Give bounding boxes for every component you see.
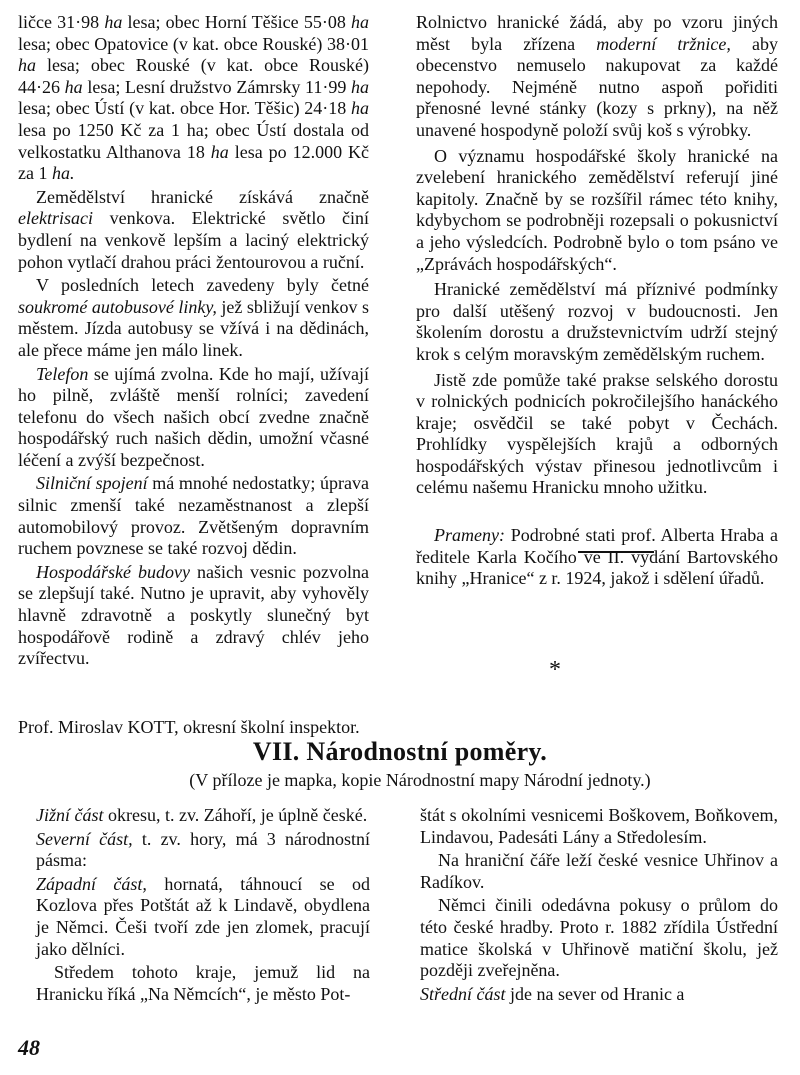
text-paragraph — [416, 279, 778, 365]
text-paragraph — [420, 850, 778, 893]
text-paragraph — [18, 473, 369, 559]
author-line: Prof. Miroslav KOTT, okresní školní inspektor. — [18, 717, 360, 737]
text-run: t. zv. hory, má 3 národnostní pásma: — [36, 828, 370, 871]
page-number: 48 — [18, 1035, 40, 1060]
text-run: lesa; obec Horní Těšice 55·08 — [122, 12, 351, 32]
italic-text: ha — [351, 76, 369, 97]
italic-text: ha — [210, 141, 229, 162]
text-paragraph — [36, 874, 370, 960]
text-run: má mnohé nedostatky; úprava silnic zmenší také nezaměstnanost a zlepší automobilový provoz. Zvětšeným dopravním ruchem povznese se také rozvoj dědin. — [18, 473, 369, 559]
italic-text: ha — [18, 55, 36, 76]
text-paragraph — [18, 562, 369, 670]
chapter-title: VII. Národnostní poměry. — [252, 737, 548, 766]
italic-text: soukromé autobusové linky, — [18, 296, 217, 317]
italic-text: ha — [351, 12, 369, 32]
italic-text: ha — [104, 12, 123, 32]
bottom-right-column — [420, 805, 778, 1005]
text-run: Podrobné stati prof. Alberta Hraba a ředitele Karla Kočího ve II. vydání Bartovského knihy „Hranice“ z r. 1924, jakož i sdělení úřadů. — [416, 525, 778, 589]
italic-text: Severní část, — [36, 828, 133, 849]
text-paragraph — [36, 829, 370, 872]
text-paragraph — [18, 187, 369, 273]
bottom-left-column — [36, 805, 370, 1005]
text-paragraph — [416, 146, 778, 276]
text-paragraph — [18, 364, 369, 472]
text-run: se ujímá zvolna. Kde ho mají, užívají ho pilně, zvláště menší rolníci; zavedení telefonu do všech našich obcí zvedne značně hospodářský ruch našich dědin, umožní včasné léčení a zvýší bezpečnost. — [18, 363, 369, 470]
text-paragraph — [420, 984, 778, 1006]
text-run: Středem tohoto kraje, jemuž lid na Hranicku říká „Na Němcích“, je město Pot- — [36, 962, 370, 1004]
asterism: * — [549, 657, 561, 683]
italic-text: ha — [64, 76, 83, 97]
text-run: lesa; obec Rouské (v kat. obce Rouské) 44·26 — [18, 55, 369, 97]
text-run: venkova. Elektrické světlo činí bydlení na venkově lepším a laciný elektrický pohon vytlačí drahou práci žentourovou a ruční. — [18, 208, 369, 272]
italic-text: Prameny: — [434, 525, 505, 546]
text-run: ličce 31·98 — [18, 12, 105, 32]
text-paragraph — [36, 805, 370, 827]
italic-text: Jižní část — [36, 805, 104, 825]
text-run: Rolnictvo hranické žádá, aby po vzoru jiných měst byla zřízena — [416, 12, 778, 54]
italic-text: ha. — [51, 163, 75, 184]
text-paragraph — [416, 370, 778, 500]
text-run: aby obecenstvo nemuselo nakupovat za každé nepohody. Nejméně nutno aspoň pořiditi přenosné levné stánky (kozy s prkny), na něž unavené hospodyně položí svůj koš s výrobky. — [416, 33, 778, 140]
text-run: lesa; obec Ústí (v kat. obce Hor. Těšic) 24·18 — [18, 98, 351, 119]
italic-text: Hospodářské budovy — [36, 561, 190, 582]
italic-text: Západní část, — [36, 873, 147, 894]
text-run: štát s okolními vesnicemi Boškovem, Boňkovem, Lindavou, Padesáti Lány a Středolesím. — [420, 805, 778, 847]
italic-text: Střední část — [420, 983, 506, 1004]
text-run: lesa; Lesní družstvo Zámrsky 11·99 — [82, 76, 351, 97]
text-run: jež sbližují venkov s městem. Jízda autobusy se vžívá i na dědinách, ale přece máme jen málo linek. — [18, 296, 369, 360]
text-run: lesa po 12.000 Kč za 1 — [18, 141, 369, 184]
text-run: hornatá, táhnoucí se od Kozlova přes Potštát až k Lindavě, obydlena je Němci. Češi tvoří zde jen zlomek, pracují jako dělníci. — [36, 873, 370, 959]
text-paragraph — [36, 962, 370, 1005]
text-paragraph — [18, 275, 369, 361]
text-paragraph — [420, 805, 778, 848]
top-right-column — [416, 12, 778, 590]
text-run: lesa; obec Opatovice (v kat. obce Rouské) 38·01 — [18, 33, 369, 54]
text-run: Zemědělství hranické získává značně — [36, 186, 369, 207]
text-run: Jistě zde pomůže také prakse selského dorostu v rolnických podnicích pokročilejšího hanáckého kraje; osvědčil se také pobyt v Čechách. Prohlídky vyspělejších krajů a odborných hospodářských výstav přinesou jednotlivcům i celému našemu Hranicku mnoho užitku. — [416, 369, 778, 498]
text-paragraph — [416, 12, 778, 142]
text-paragraph — [420, 895, 778, 981]
italic-text: ha — [351, 98, 369, 119]
text-paragraph — [18, 12, 369, 185]
text-run: okresu, t. zv. Záhoří, je úplně české. — [103, 805, 368, 825]
top-left-column — [18, 12, 369, 670]
italic-text: moderní tržnice, — [596, 33, 731, 54]
section-divider-rule — [578, 551, 654, 553]
italic-text: Silniční spojení — [36, 473, 148, 494]
text-run: Na hraniční čáře leží české vesnice Uhřinov a Radíkov. — [420, 850, 778, 892]
chapter-subtitle: (V příloze je mapka, kopie Národnostní mapy Národní jednoty.) — [189, 770, 651, 790]
italic-text: elektrisaci — [18, 208, 93, 229]
text-run: O významu hospodářské školy hranické na zvelebení hranického zemědělství referují jiné kapitoly. Značně by se rozšířil rámec této knihy, kdybychom se podrobněji rozepsali o pokusnictví a jeho výsledcích. Podrobně bylo o tom psáno ve „Zprávách hospodářských“. — [416, 145, 778, 274]
text-run: našich vesnic pozvolna se zlepšují také. Nutno je upravit, aby vyhověly hlavně zdravotně a poskytly slunečný byt hospodářově rodině a zdravý chlév jeho zvířectvu. — [18, 561, 369, 669]
text-run: jde na sever od Hranic a — [505, 983, 685, 1004]
sources-paragraph — [416, 525, 778, 590]
text-run: V posledních letech zavedeny byly četné — [36, 275, 369, 296]
text-run: Hranické zemědělství má příznivé podmínky pro další utěšený rozvoj v budoucnosti. Jen školením dorostu a družstevnictvím udrží stejný krok s celým moravským zemědělským ruchem. — [416, 279, 778, 364]
italic-text: Telefon — [36, 363, 89, 384]
text-run: lesa po 1250 Kč za 1 ha; obec Ústí dostala od velkostatku Althanova 18 — [18, 119, 369, 162]
text-run: Němci činili odedávna pokusy o průlom do této české hradby. Proto r. 1882 zřídila Ústřední matice školská v Uhřinově matiční školu, jež později zveřejněna. — [420, 895, 778, 981]
